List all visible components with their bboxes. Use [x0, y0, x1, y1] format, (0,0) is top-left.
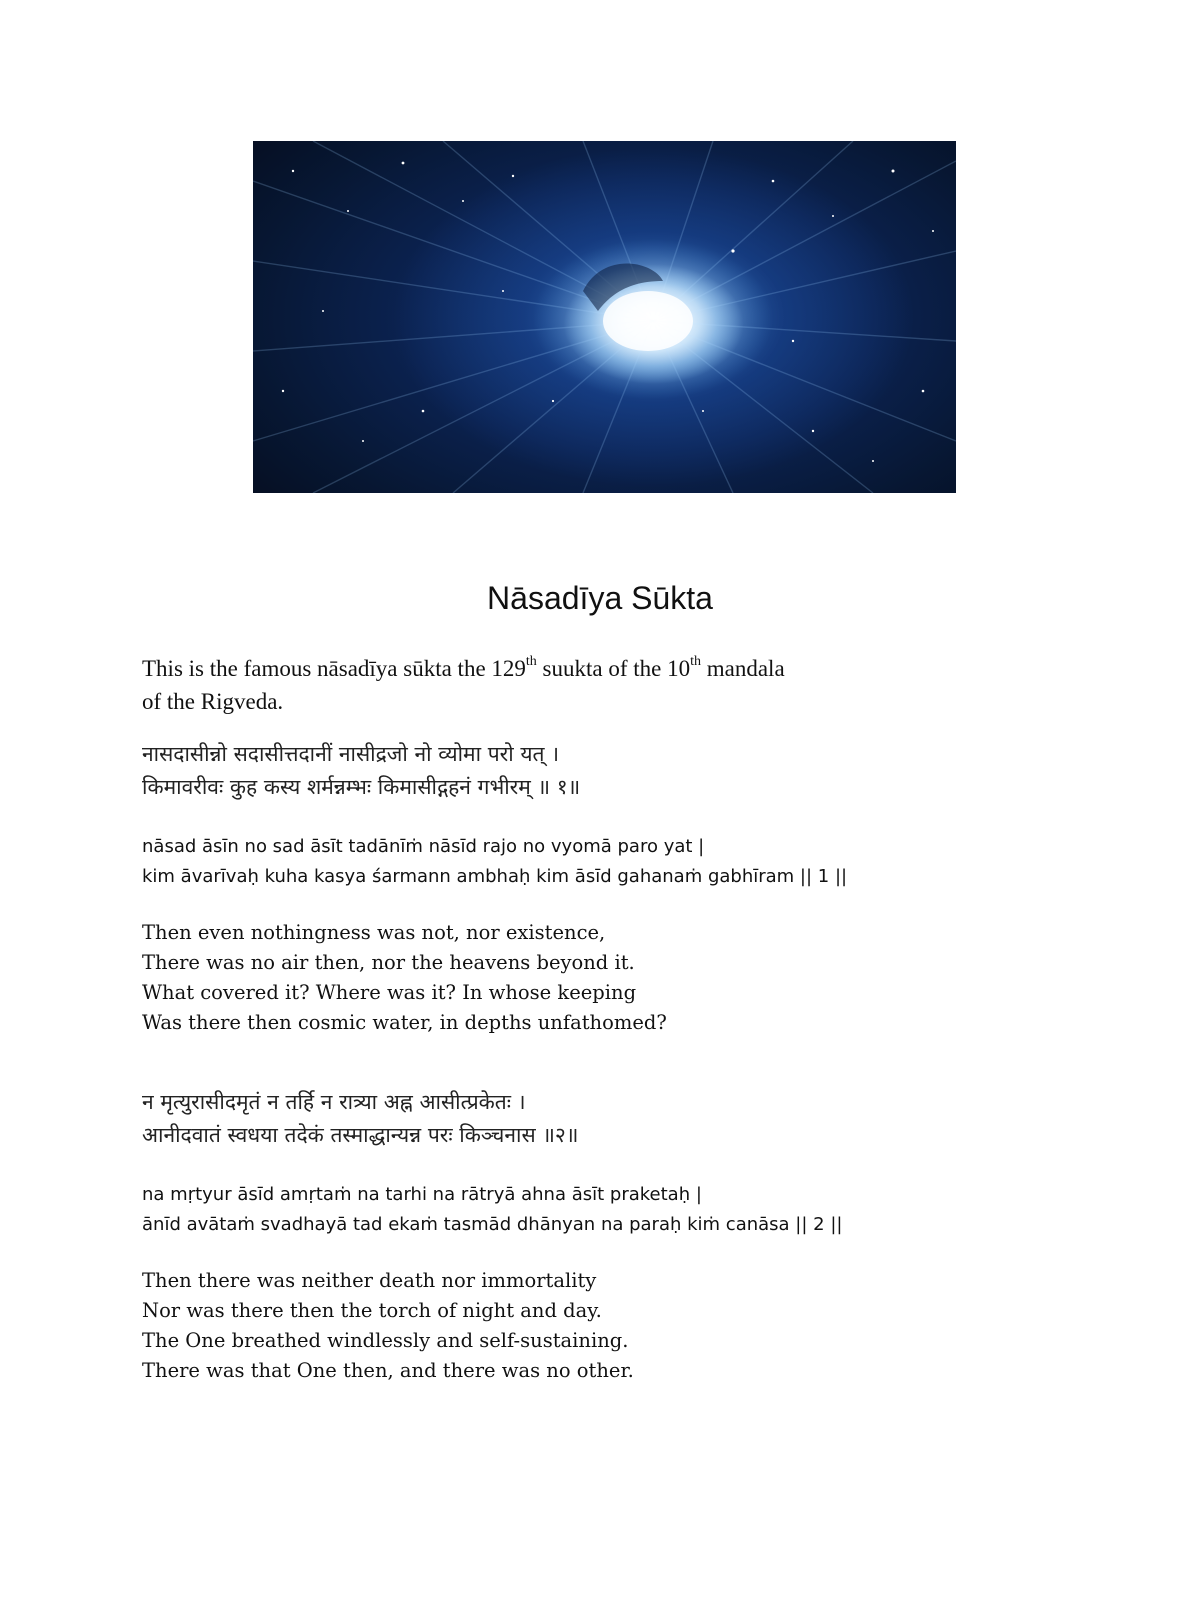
intro-text: suukta of the 10 — [536, 656, 691, 681]
devanagari-line: आनीदवातं स्वधया तदेकं तस्माद्धान्यन्न परः किञ्चनास ॥२॥ — [142, 1123, 579, 1147]
intro-text: mandala — [701, 656, 785, 681]
verse-2-translation — [142, 1266, 1042, 1386]
translation-line: There was no air then, nor the heavens beyond it. — [142, 951, 635, 974]
ordinal-suffix: th — [690, 654, 701, 670]
intro-line-2: of the Rigveda. — [142, 689, 284, 714]
devanagari-line: नासदासीन्नो सदासीत्तदानीं नासीद्रजो नो व्योमा परो यत् । — [142, 742, 560, 766]
page-title: Nāsadīya Sūkta — [487, 580, 713, 616]
translation-line: What covered it? Where was it? In whose keeping — [142, 981, 637, 1004]
transliteration-line: kim āvarīvaḥ kuha kasya śarmann ambhaḥ kim āsīd gahanaṁ gabhīram || 1 || — [142, 866, 848, 887]
verse-1-devanagari — [142, 738, 1042, 804]
verse-1-translation — [142, 918, 1042, 1038]
transliteration-line: nāsad āsīn no sad āsīt tadānīṁ nāsīd rajo no vyomā paro yat | — [142, 836, 705, 857]
translation-line: Then there was neither death nor immortality — [142, 1269, 597, 1292]
translation-line: The One breathed windlessly and self-sustaining. — [142, 1329, 629, 1352]
verse-2-transliteration — [142, 1180, 1042, 1240]
transliteration-line: ānīd avātaṁ svadhayā tad ekaṁ tasmād dhānyan na paraḥ kiṁ canāsa || 2 || — [142, 1214, 843, 1235]
intro-text: This is the famous nāsadīya sūkta the 129 — [142, 656, 526, 681]
verse-1-transliteration — [142, 832, 1042, 892]
translation-line: Was there then cosmic water, in depths unfathomed? — [142, 1011, 667, 1034]
translation-line: There was that One then, and there was no other. — [142, 1359, 634, 1382]
devanagari-line: न मृत्युरासीदमृतं न तर्हि न रात्र्या अह्न आसीत्प्रकेतः । — [142, 1090, 526, 1114]
translation-line: Then even nothingness was not, nor existence, — [142, 921, 606, 944]
intro-paragraph — [142, 652, 1042, 718]
ordinal-suffix: th — [525, 654, 537, 670]
translation-line: Nor was there then the torch of night and day. — [142, 1299, 602, 1322]
devanagari-line: किमावरीवः कुह कस्य शर्मन्नम्भः किमासीद्गहनं गभीरम् ॥ १॥ — [142, 775, 581, 799]
verse-2-devanagari — [142, 1086, 1042, 1152]
cosmic-burst-image — [253, 141, 956, 493]
transliteration-line: na mṛtyur āsīd amṛtaṁ na tarhi na rātryā ahna āsīt praketaḥ | — [142, 1184, 702, 1205]
